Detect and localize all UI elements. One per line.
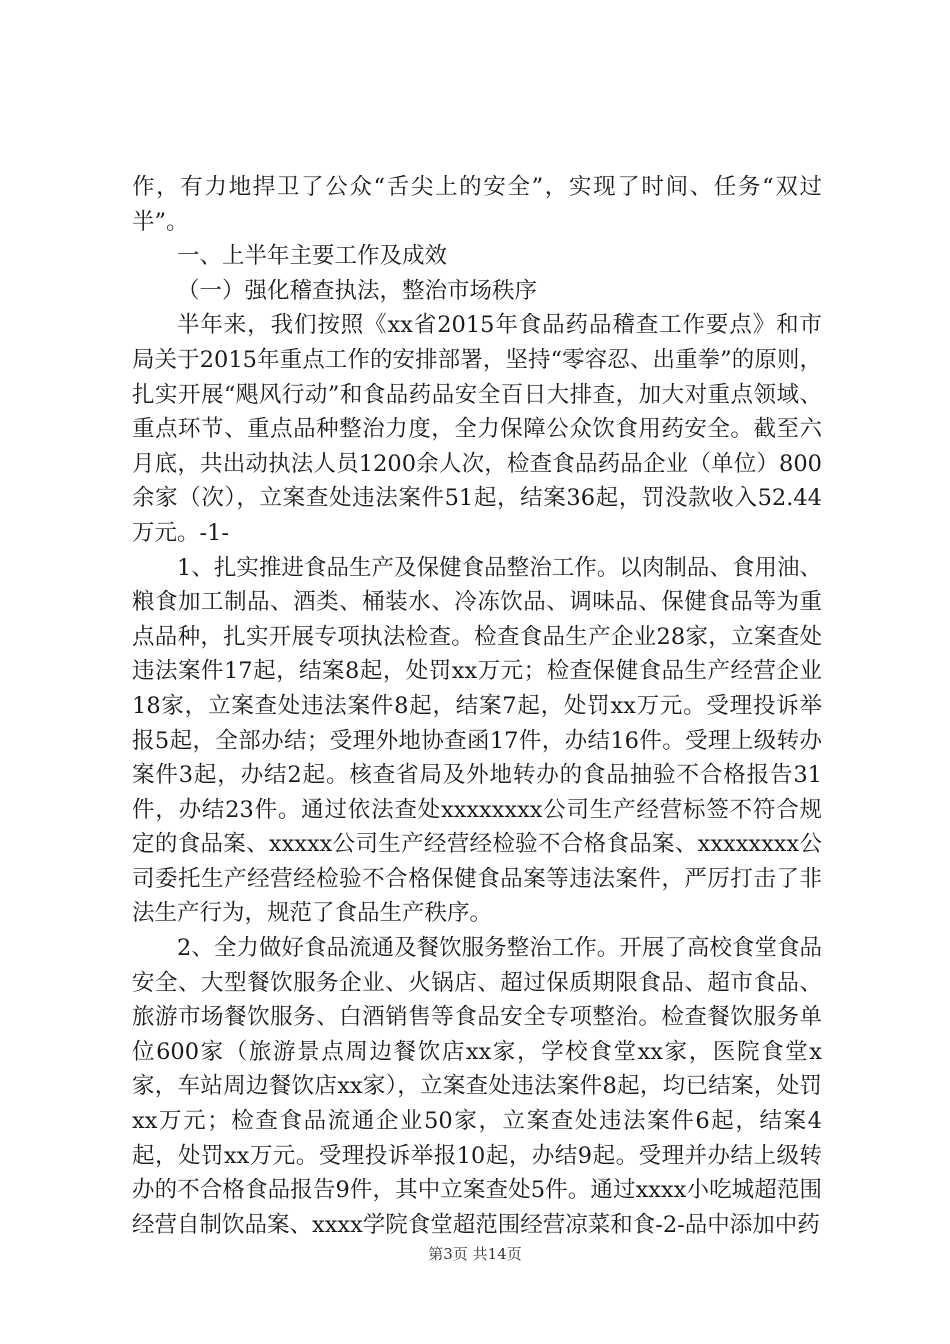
paragraph-continuation: 作，有力地捍卫了公众“舌尖上的安全”，实现了时间、任务“双过半”。 — [132, 174, 822, 235]
subsection-heading: （一）强化稽查执法，整治市场秩序 — [177, 277, 538, 304]
paragraph-item-2: 2、全力做好食品流通及餐饮服务整治工作。开展了高校食堂食品安全、大型餐饮服务企业、火锅店、超过保质期限食品、超市食品、旅游市场餐饮服务、白酒销售等食品安全专项整治。检查餐饮服务单位600家（旅游景点周边餐饮店xx家，学校食堂xx家，医院食堂x家，车站周边餐饮店xx家），立案查处违法案件8起，均已结案，处罚xx万元；检查食品流通企业50家，立案查处违法案件6起，结案4起，处罚xx万元。受理投诉举报10起，办结9起。受理并办结上级转办的不合格食品报告9件，其中立案查处5件。通过xxxx小吃城超范围经营自制饮品案、xxxx学院食堂超范围经营凉菜和食-2-品中添加中药 — [132, 935, 822, 1238]
paragraph-summary: 半年来，我们按照《xx省2015年食品药品稽查工作要点》和市局关于2015年重点工作的安排部署，坚持“零容忍、出重拳”的原则，扎实开展“飓风行动”和食品药品安全百日大排查，加大对重点领域、重点环节、重点品种整治力度，全力保障公众饮食用药安全。截至六月底，共出动执法人员1200余人次，检查食品药品企业（单位）800余家（次），立案查处违法案件51起，结案36起，罚没款收入52.44万元。-1- — [132, 312, 822, 546]
paragraph-item-1: 1、扎实推进食品生产及保健食品整治工作。以肉制品、食用油、粮食加工制品、酒类、桶装水、冷冻饮品、调味品、保健食品等为重点品种，扎实开展专项执法检查。检查食品生产企业28家，立案查处违法案件17起，结案8起，处罚xx万元；检查保健食品生产经营企业18家，立案查处违法案件8起，结案7起，处罚xx万元。受理投诉举报5起，全部办结；受理外地协查函17件，办结16件。受理上级转办案件3起，办结2起。核查省局及外地转办的食品抽验不合格报告31件，办结23件。通过依法查处xxxxxxxx公司生产经营标签不符合规定的食品案、xxxxx公司生产经营经检验不合格食品案、xxxxxxxx公司委托生产经营经检验不合格保健食品案等违法案件，严厉打击了非法生产行为，规范了食品生产秩序。 — [132, 554, 822, 927]
section-heading: 一、上半年主要工作及成效 — [177, 243, 448, 270]
page-footer: 第3页 共14页 — [428, 1245, 522, 1263]
document-body — [132, 170, 822, 1242]
